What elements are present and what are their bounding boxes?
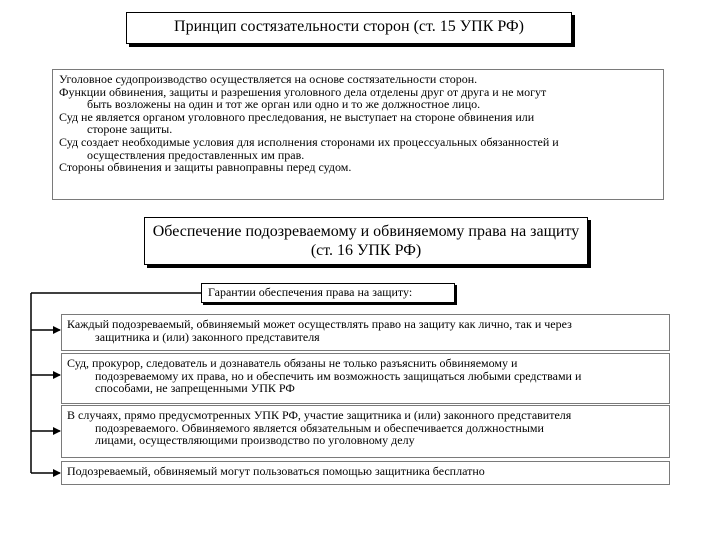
principle-item [59, 86, 657, 111]
principles-box [52, 69, 664, 200]
guarantee-item [61, 405, 670, 458]
principle-item [59, 111, 657, 136]
guarantee-item [61, 353, 670, 404]
guarantee-text-continued: подозреваемого. Обвиняемого является обязательным и обеспечивается должностными [95, 420, 544, 435]
principle-text-continued: быть возложены на один и тот же орган или одно и то же должностное лицо. [87, 97, 481, 112]
principle-text: Функции обвинения, защиты и разрешения уголовного дела отделены друг от друга и не могут [59, 84, 547, 99]
guarantee-text-continued: защитника и (или) законного представителя [95, 329, 320, 344]
guarantee-text: В случаях, прямо предусмотренных УПК РФ, участие защитника и (или) законного представителя [67, 408, 572, 422]
guarantee-text-continued: подозреваемому их права, но и обеспечить им возможность защищаться любыми средствами и [95, 368, 582, 383]
defense-title: Обеспечение подозреваемому и обвиняемому права на защиту (ст. 16 УПК РФ) [152, 223, 580, 259]
guarantee-text-continued: способами, не запрещенными УПК РФ [95, 381, 295, 396]
principle-text-continued: осуществления предоставленных им прав. [87, 147, 305, 162]
principle-text: Суд не является органом уголовного преследования, не выступает на стороне обвинения или [59, 109, 535, 124]
principle-item [59, 136, 657, 161]
principle-text: Стороны обвинения и защиты равноправны перед судом. [59, 160, 352, 175]
guarantee-text-continued: лицами, осуществляющими производство по уголовному делу [95, 433, 415, 448]
guarantees-label: Гарантии обеспечения права на защиту: [208, 285, 413, 299]
guarantees-label-box [201, 283, 455, 303]
guarantee-item [61, 314, 670, 351]
guarantee-text: Подозреваемый, обвиняемый могут пользоваться помощью защитника бесплатно [67, 464, 485, 478]
principle-text: Уголовное судопроизводство осуществляется на основе состязательности сторон. [59, 72, 478, 86]
principle-item [59, 161, 657, 174]
guarantee-text: Суд, прокурор, следователь и дознаватель обязаны не только разъяснить обвиняемому и [67, 356, 518, 370]
guarantee-item [61, 461, 670, 485]
defense-title-box [144, 217, 588, 265]
principle-title: Принцип состязательности сторон (ст. 15 УПК РФ) [174, 18, 524, 35]
principle-title-box [126, 12, 572, 44]
guarantee-text: Каждый подозреваемый, обвиняемый может осуществлять право на защиту как лично, так и через [67, 317, 572, 331]
principle-text-continued: стороне защиты. [87, 122, 173, 137]
principle-text: Суд создает необходимые условия для исполнения сторонами их процессуальных обязанностей и [59, 134, 559, 149]
